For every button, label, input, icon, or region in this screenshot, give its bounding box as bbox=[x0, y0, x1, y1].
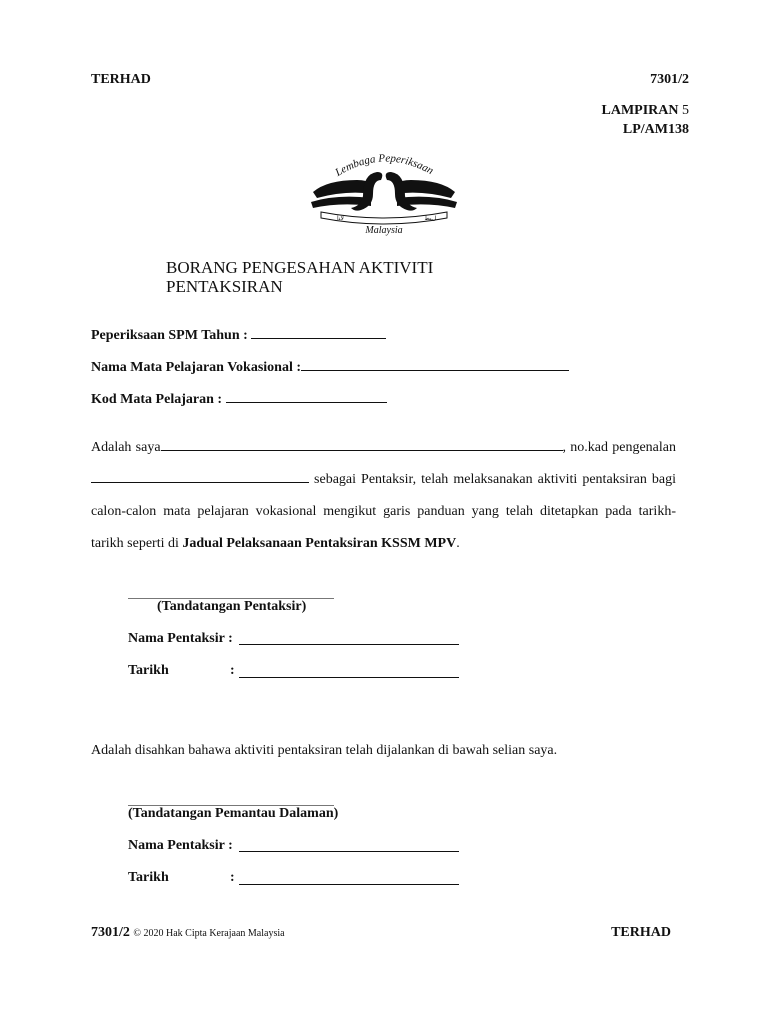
subject-name-field[interactable] bbox=[91, 360, 569, 376]
assessor-name-label: Nama Pentaksir : bbox=[128, 631, 233, 646]
exam-year-field[interactable] bbox=[91, 328, 386, 344]
header-classification: TERHAD bbox=[91, 72, 151, 87]
lampiran-text: LAMPIRAN bbox=[601, 103, 679, 118]
lampiran-label bbox=[602, 103, 690, 119]
monitor-signature-label: (Tandatangan Pemantau Dalaman) bbox=[128, 806, 339, 821]
monitor-date-colon: : bbox=[230, 870, 235, 885]
subject-name-label: Nama Mata Pelajaran Vokasional : bbox=[91, 360, 301, 375]
svg-text:ﻞﻴﻄ: ﻞﻴﻄ bbox=[425, 216, 437, 222]
svg-text:Lembaga Peperiksaan bbox=[332, 152, 436, 179]
svg-text:ﻻﻨﺍ: ﻻﻨﺍ bbox=[337, 216, 344, 222]
declaration-paragraph bbox=[91, 432, 676, 560]
title-line-1: BORANG PENGESAHAN AKTIVITI bbox=[166, 258, 434, 277]
subject-code-label: Kod Mata Pelajaran : bbox=[91, 392, 223, 407]
declaration-line-1 bbox=[91, 432, 676, 464]
subject-code-field[interactable] bbox=[91, 392, 387, 408]
declaration-part5: tarikh seperti di bbox=[91, 536, 179, 551]
ic-number-blank[interactable] bbox=[91, 482, 309, 483]
logo-top-text: Lembaga Peperiksaan bbox=[333, 152, 436, 179]
declaration-part1: Adalah saya bbox=[91, 440, 161, 455]
declaration-part2: , no.kad pengenalan bbox=[562, 440, 676, 455]
lembaga-peperiksaan-logo bbox=[307, 150, 461, 236]
footer-code: 7301/2 bbox=[91, 925, 130, 940]
subject-code-blank[interactable] bbox=[226, 402, 387, 403]
assessor-date-line[interactable] bbox=[239, 677, 459, 678]
assessor-name-line[interactable] bbox=[239, 644, 459, 645]
logo-bottom-text: Malaysia bbox=[365, 225, 403, 236]
assessor-date-label: Tarikh bbox=[128, 663, 169, 678]
assessor-signature-label: (Tandatangan Pentaksir) bbox=[157, 599, 307, 614]
lembaga-peperiksaan-emblem-icon bbox=[307, 150, 461, 236]
monitor-name-line[interactable] bbox=[239, 851, 459, 852]
schedule-reference: Jadual Pelaksanaan Pentaksiran KSSM MPV bbox=[182, 536, 457, 551]
exam-year-label: Peperiksaan SPM Tahun : bbox=[91, 328, 248, 343]
header-paper-code: 7301/2 bbox=[650, 72, 689, 87]
declaration-line-4 bbox=[91, 528, 676, 560]
subject-name-blank[interactable] bbox=[301, 370, 569, 371]
title-line-2: PENTAKSIRAN bbox=[166, 277, 283, 296]
lampiran-number: 5 bbox=[682, 103, 689, 118]
confirmation-text: Adalah disahkan bahawa aktiviti pentaksiran telah dijalankan di bawah selian saya. bbox=[91, 743, 558, 758]
monitor-name-label: Nama Pentaksir : bbox=[128, 838, 233, 853]
monitor-date-label: Tarikh bbox=[128, 870, 169, 885]
declaration-part3: sebagai Pentaksir, telah melaksanakan aktiviti pentaksiran bagi bbox=[314, 472, 677, 487]
assessor-name-blank[interactable] bbox=[161, 450, 563, 451]
declaration-end: . bbox=[456, 536, 460, 551]
exam-year-blank[interactable] bbox=[251, 338, 386, 339]
footer-classification: TERHAD bbox=[611, 925, 671, 940]
page-title bbox=[166, 258, 433, 296]
footer-copyright: © 2020 Hak Cipta Kerajaan Malaysia bbox=[133, 928, 285, 939]
assessor-date-colon: : bbox=[230, 663, 235, 678]
declaration-line-2 bbox=[91, 464, 676, 496]
monitor-date-line[interactable] bbox=[239, 884, 459, 885]
footer-left bbox=[91, 925, 285, 941]
declaration-line-3: calon-calon mata pelajaran vokasional mengikut garis panduan yang telah ditetapkan pada tarikh- bbox=[91, 504, 676, 519]
form-code: LP/AM138 bbox=[622, 122, 689, 137]
